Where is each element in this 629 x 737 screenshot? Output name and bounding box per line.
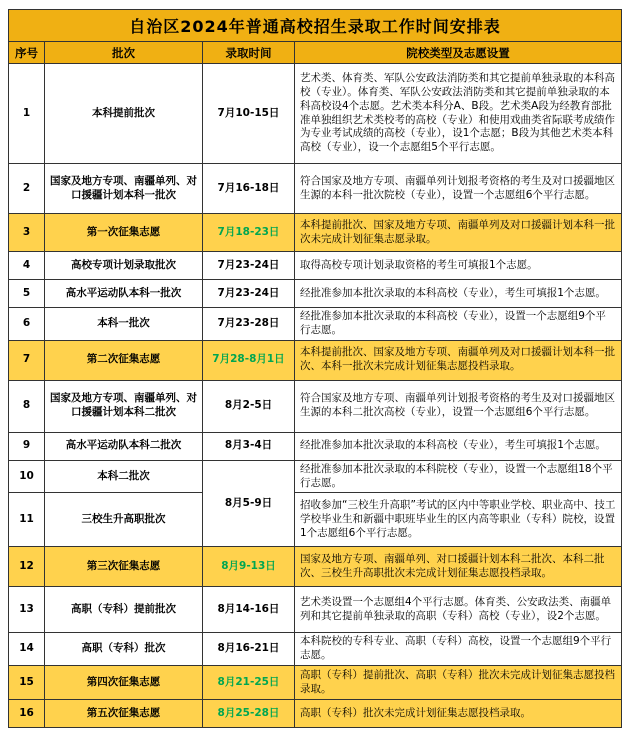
batch-name: 本科提前批次	[45, 64, 203, 164]
row-number: 14	[9, 633, 45, 666]
admission-time: 8月14-16日	[203, 587, 295, 633]
table-row	[9, 308, 622, 341]
batch-description: 经批准参加本批次录取的本科高校（专业），设置一个志愿组9个平行志愿。	[295, 308, 622, 341]
batch-name: 高水平运动队本科一批次	[45, 280, 203, 308]
schedule-table	[8, 9, 622, 728]
row-number: 5	[9, 280, 45, 308]
page-title: 自治区2024年普通高校招生录取工作时间安排表	[9, 10, 622, 42]
header-batch: 批次	[45, 42, 203, 64]
batch-description: 本科院校的专科专业、高职（专科）高校，设置一个志愿组9个平行志愿。	[295, 633, 622, 666]
batch-name: 高职（专科）批次	[45, 633, 203, 666]
header-institution-type: 院校类型及志愿设置	[295, 42, 622, 64]
batch-name: 第一次征集志愿	[45, 214, 203, 252]
batch-description: 经批准参加本批次录取的本科院校（专业），设置一个志愿组18个平行志愿。	[295, 460, 622, 493]
admission-time: 7月18-23日	[203, 214, 295, 252]
row-number: 7	[9, 340, 45, 380]
admission-time: 7月23-28日	[203, 308, 295, 341]
batch-name: 第二次征集志愿	[45, 340, 203, 380]
table-row	[9, 633, 622, 666]
admission-time: 8月2-5日	[203, 380, 295, 432]
batch-description: 经批准参加本批次录取的本科高校（专业），考生可填报1个志愿。	[295, 432, 622, 460]
batch-description: 本科提前批次、国家及地方专项、南疆单列及对口援疆计划本科一批次、本科一批次未完成计划征集志愿投档录取。	[295, 340, 622, 380]
admission-time: 8月21-25日	[203, 666, 295, 700]
table-row	[9, 164, 622, 214]
admission-time: 7月16-18日	[203, 164, 295, 214]
row-number: 3	[9, 214, 45, 252]
table-row	[9, 64, 622, 164]
schedule-table-body	[9, 64, 622, 728]
table-row	[9, 587, 622, 633]
batch-description: 艺术类设置一个志愿组4个平行志愿。体育类、公安政法类、南疆单列和其它提前单独录取的高职（专科）高校（专业），设2个志愿。	[295, 587, 622, 633]
batch-name: 本科一批次	[45, 308, 203, 341]
row-number: 16	[9, 700, 45, 728]
batch-name: 第三次征集志愿	[45, 547, 203, 587]
batch-description: 本科提前批次、国家及地方专项、南疆单列及对口援疆计划本科一批次未完成计划征集志愿录取。	[295, 214, 622, 252]
admission-time: 7月23-24日	[203, 252, 295, 280]
batch-description: 符合国家及地方专项、南疆单列计划报考资格的考生及对口援疆地区生源的本科一批次院校（专业），设置一个志愿组6个平行志愿。	[295, 164, 622, 214]
admission-time: 8月16-21日	[203, 633, 295, 666]
table-row	[9, 280, 622, 308]
batch-description: 招收参加“三校生升高职”考试的区内中等职业学校、职业高中、技工学校毕业生和新疆中职班毕业生的区内高等职业（专科）院校，设置1个志愿组6个平行志愿。	[295, 493, 622, 547]
table-row	[9, 547, 622, 587]
table-row	[9, 214, 622, 252]
row-number: 4	[9, 252, 45, 280]
admission-time: 8月3-4日	[203, 432, 295, 460]
batch-name: 第五次征集志愿	[45, 700, 203, 728]
admission-time: 7月28-8月1日	[203, 340, 295, 380]
admission-time: 8月5-9日	[203, 460, 295, 547]
batch-name: 国家及地方专项、南疆单列、对口援疆计划本科一批次	[45, 164, 203, 214]
table-title-row	[9, 10, 622, 42]
table-row	[9, 493, 622, 547]
table-row	[9, 252, 622, 280]
admission-time: 7月23-24日	[203, 280, 295, 308]
table-row	[9, 340, 622, 380]
batch-name: 本科二批次	[45, 460, 203, 493]
batch-description: 国家及地方专项、南疆单列、对口援疆计划本科二批次、本科二批次、三校生升高职批次未完成计划征集志愿投档录取。	[295, 547, 622, 587]
table-row	[9, 700, 622, 728]
row-number: 9	[9, 432, 45, 460]
schedule-table-head	[9, 10, 622, 64]
admission-time: 7月10-15日	[203, 64, 295, 164]
table-row	[9, 432, 622, 460]
admission-time: 8月25-28日	[203, 700, 295, 728]
batch-name: 高水平运动队本科二批次	[45, 432, 203, 460]
batch-description: 高职（专科）批次未完成计划征集志愿投档录取。	[295, 700, 622, 728]
row-number: 12	[9, 547, 45, 587]
table-row	[9, 666, 622, 700]
row-number: 2	[9, 164, 45, 214]
row-number: 6	[9, 308, 45, 341]
batch-name: 高校专项计划录取批次	[45, 252, 203, 280]
batch-name: 国家及地方专项、南疆单列、对口援疆计划本科二批次	[45, 380, 203, 432]
batch-description: 经批准参加本批次录取的本科高校（专业），考生可填报1个志愿。	[295, 280, 622, 308]
batch-name: 三校生升高职批次	[45, 493, 203, 547]
row-number: 15	[9, 666, 45, 700]
batch-name: 高职（专科）提前批次	[45, 587, 203, 633]
batch-description: 符合国家及地方专项、南疆单列计划报考资格的考生及对口援疆地区生源的本科二批次高校（专业），设置一个志愿组6个平行志愿。	[295, 380, 622, 432]
table-header-row	[9, 42, 622, 64]
table-row	[9, 460, 622, 493]
batch-description: 高职（专科）提前批次、高职（专科）批次未完成计划征集志愿投档录取。	[295, 666, 622, 700]
row-number: 13	[9, 587, 45, 633]
header-admission-time: 录取时间	[203, 42, 295, 64]
batch-description: 艺术类、体育类、军队公安政法消防类和其它提前单独录取的本科高校（专业）。体育类、军队公安政法消防类和其它提前单独录取的本科高校设4个志愿。艺术类本科分A、B段。艺术类A段为经教育部批准单独组织艺术类校考的高校（专业）和使用戏曲类省际联考成绩作为专业考试成绩的高校（专业），设1个志愿；B段为其他艺术类本科高校（专业），设一个志愿组5个平行志愿。	[295, 64, 622, 164]
row-number: 1	[9, 64, 45, 164]
admission-time: 8月9-13日	[203, 547, 295, 587]
row-number: 8	[9, 380, 45, 432]
row-number: 10	[9, 460, 45, 493]
row-number: 11	[9, 493, 45, 547]
batch-description: 取得高校专项计划录取资格的考生可填报1个志愿。	[295, 252, 622, 280]
batch-name: 第四次征集志愿	[45, 666, 203, 700]
header-serial-number: 序号	[9, 42, 45, 64]
table-row	[9, 380, 622, 432]
